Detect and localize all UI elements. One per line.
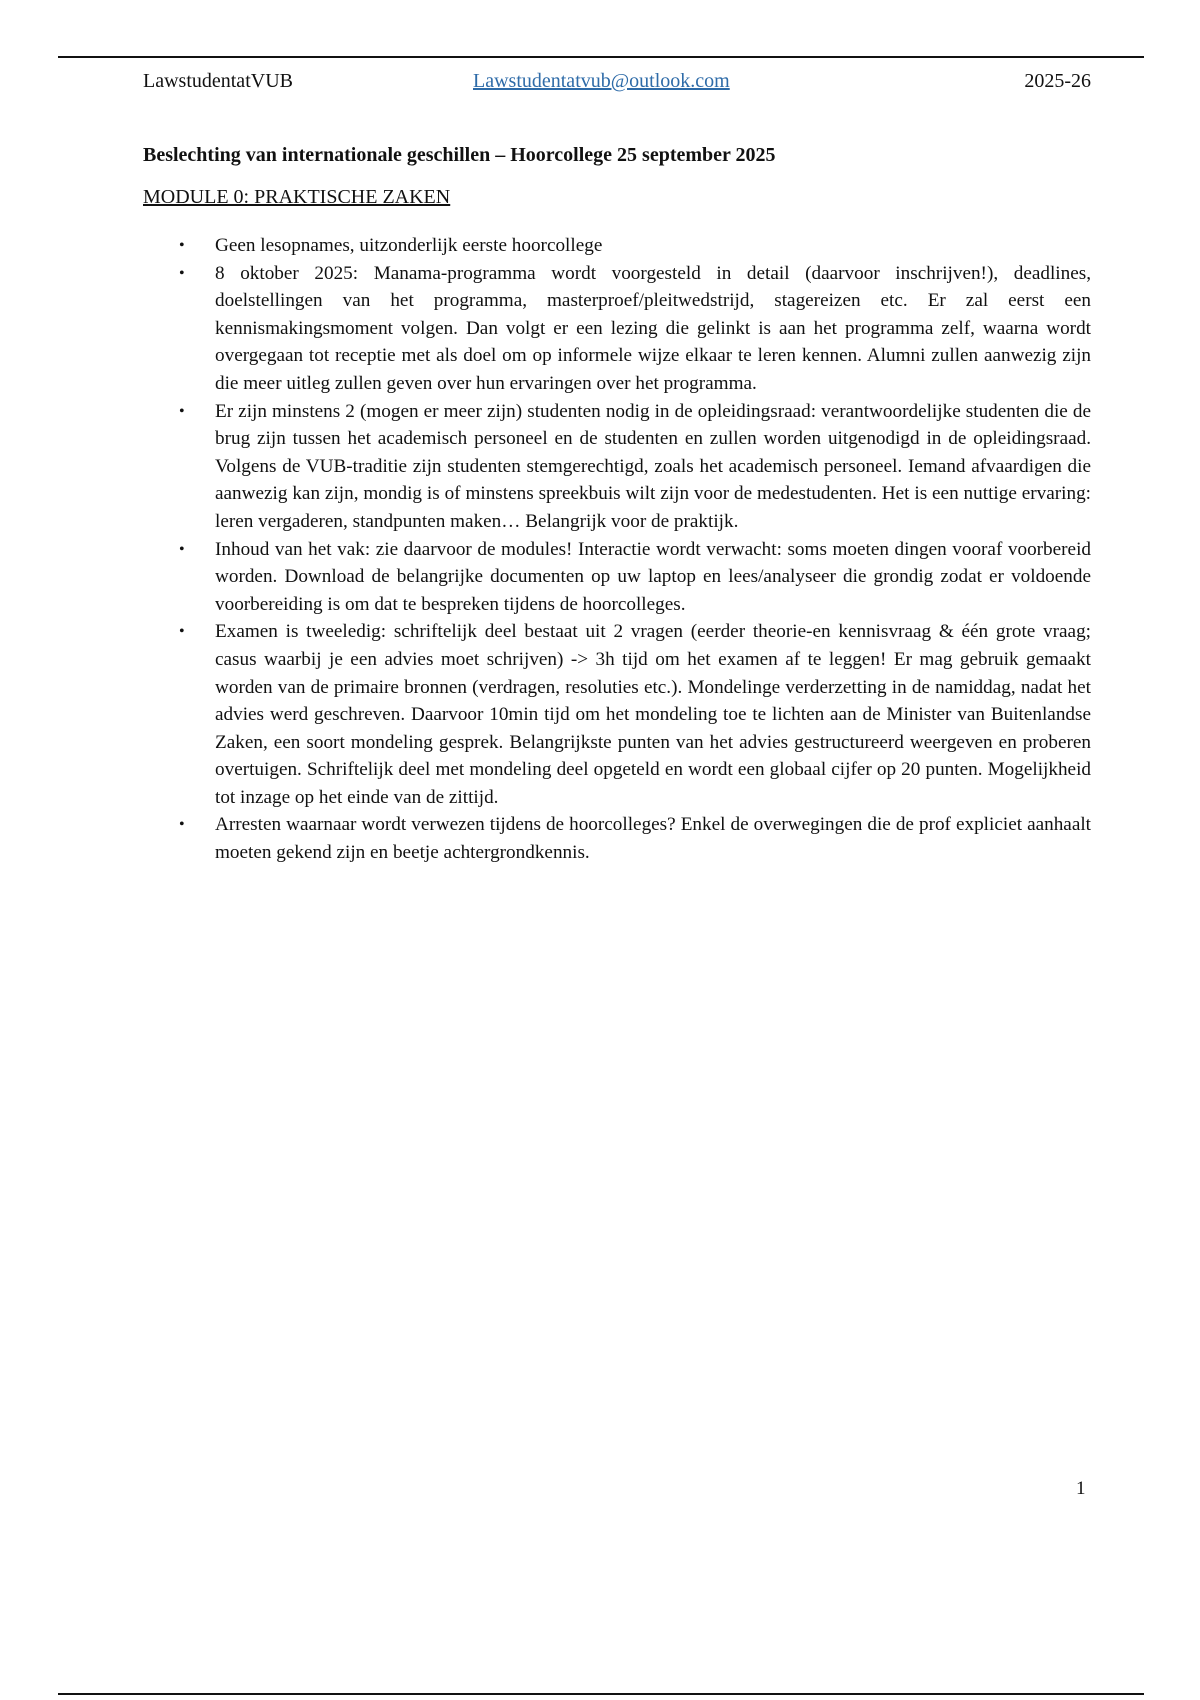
- list-item-text: Examen is tweeledig: schriftelijk deel bestaat uit 2 vragen (eerder theorie-en kennisvraag & één grote vraag; casus waarbij je een advies moet schrijven) -> 3h tijd om het examen af te leggen! Er mag gebruik gemaakt worden van de primaire bronnen (verdragen, resoluties etc.). Mondelinge verderzetting in de namiddag, nadat het advies werd geschreven. Daarvoor 10min tijd om het mondeling toe te lichten aan de Minister van Buitenlandse Zaken, een soort mondeling gesprek. Belangrijkste punten van het advies gestructureerd weergeven en proberen overtuigen. Schriftelijk deel met mondeling deel opgeteld en wordt een globaal cijfer op 20 punten. Mogelijkheid tot inzage op het einde van de zittijd.: [215, 621, 1091, 808]
- bullet-icon: •: [179, 237, 185, 254]
- list-item: [143, 398, 1091, 536]
- bullet-icon: •: [179, 816, 185, 834]
- list-item: [143, 618, 1091, 811]
- bullet-icon: •: [179, 623, 185, 641]
- header-author: LawstudentatVUB: [143, 70, 293, 92]
- list-item-text: Geen lesopnames, uitzonderlijk eerste hoorcollege: [215, 235, 603, 256]
- page-header: [143, 70, 1091, 98]
- bullet-icon: •: [179, 540, 185, 558]
- list-item-text: Er zijn minstens 2 (mogen er meer zijn) studenten nodig in de opleidingsraad: verantwoordelijke studenten die de brug zijn tussen het academisch personeel en de studenten en zullen worden uitgenodigd in de opleidingsraad. Volgens de VUB-traditie zijn studenten stemgerechtigd, zoals het academisch personeel. Iemand afvaardigen die aanwezig kan zijn, mondig is of minstens spreekbuis wilt zijn voor de medestudenten. Het is een nuttige ervaring: leren vergaderen, standpunten maken… Belangrijk voor de praktijk.: [215, 400, 1091, 532]
- module-heading: MODULE 0: PRAKTISCHE ZAKEN: [143, 186, 451, 208]
- list-item-text: Arresten waarnaar wordt verwezen tijdens de hoorcolleges? Enkel de overwegingen die de prof expliciet aanhaalt moeten gekend zijn en beetje achtergrondkennis.: [215, 814, 1091, 864]
- header-rule: [58, 56, 1144, 58]
- footer-rule: [58, 1693, 1144, 1695]
- header-year: 2025-26: [1024, 70, 1091, 92]
- list-item: [143, 811, 1091, 866]
- list-item: [143, 260, 1091, 398]
- list-item: [143, 232, 1091, 260]
- list-item: [143, 536, 1091, 619]
- header-email-link[interactable]: Lawstudentatvub@outlook.com: [473, 70, 730, 92]
- list-item-text: 8 oktober 2025: Manama-programma wordt voorgesteld in detail (daarvoor inschrijven!), deadlines, doelstellingen van het programma, masterproef/pleitwedstrijd, stagereizen etc. Er zal eerst een kennismakingsmoment volgen. Dan volgt er een lezing die gelinkt is aan het programma zelf, waarna wordt overgegaan tot receptie met als doel om op informele wijze elkaar te leren kennen. Alumni zullen aanwezig zijn die meer uitleg zullen geven over hun ervaringen over het programma.: [215, 262, 1091, 394]
- page-number: 1: [1076, 1478, 1086, 1499]
- document-title: Beslechting van internationale geschillen – Hoorcollege 25 september 2025: [143, 144, 776, 166]
- bullet-icon: •: [179, 264, 185, 282]
- bullet-list: [143, 232, 1091, 867]
- bullet-icon: •: [179, 402, 185, 420]
- list-item-text: Inhoud van het vak: zie daarvoor de modules! Interactie wordt verwacht: soms moeten dingen vooraf voorbereid worden. Download de belangrijke documenten op uw laptop en lees/analyseer die grondig zodat er voldoende voorbereiding is om dat te bespreken tijdens de hoorcolleges.: [215, 538, 1091, 615]
